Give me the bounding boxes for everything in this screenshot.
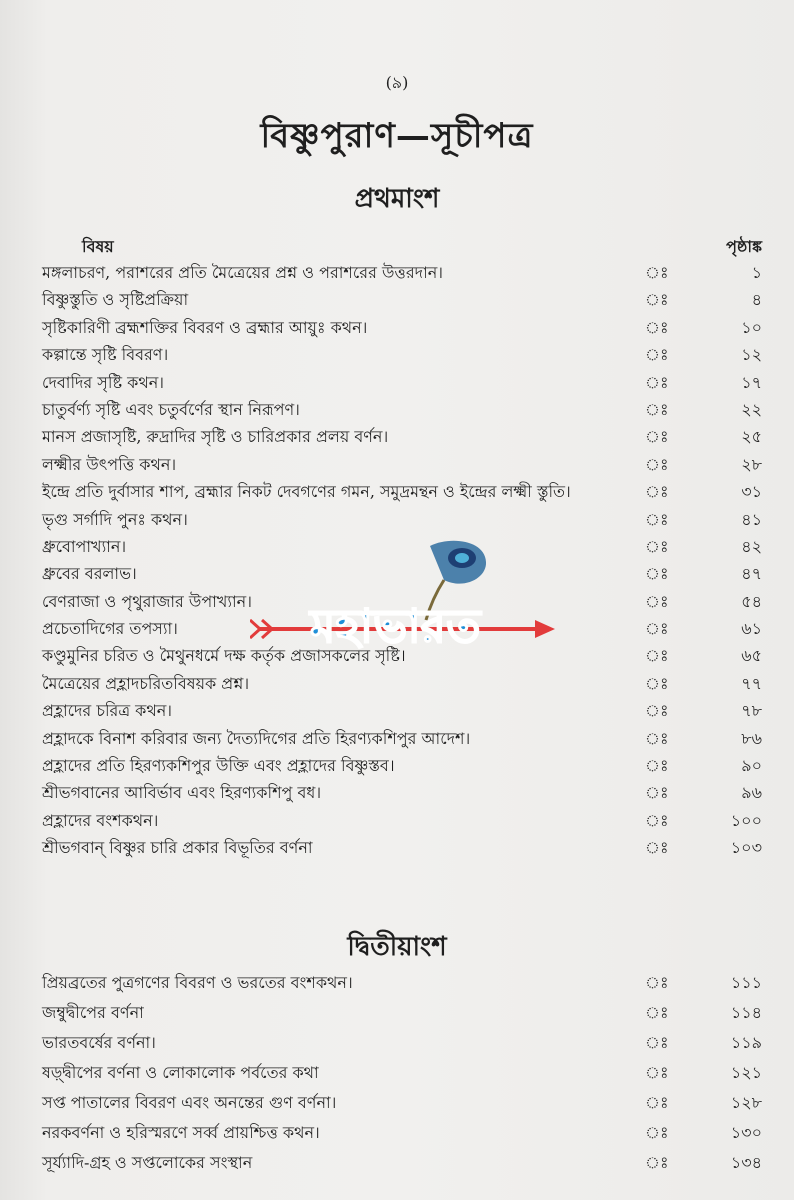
toc-page-number: ১১৪ — [730, 1003, 762, 1022]
toc-separator: ঃ — [645, 564, 669, 584]
toc-row — [0, 1000, 794, 1030]
toc-separator: ঃ — [645, 1153, 669, 1172]
toc-entry-title: ধ্রুবোপাখ্যান। — [42, 536, 127, 556]
section-heading-part1: প্রথমাংশ — [354, 184, 440, 214]
toc-page-number: ১০০ — [730, 810, 762, 830]
toc-page-number: ৩১ — [741, 482, 762, 502]
toc-entry-title: ভৃগু সর্গাদি পুনঃ কথন। — [42, 509, 188, 529]
toc-entry-title: প্রচেতাদিগের তপস্যা। — [42, 619, 178, 639]
toc-separator: ঃ — [645, 591, 669, 611]
toc-page-number: ১২৮ — [730, 1093, 762, 1112]
toc-separator: ঃ — [645, 263, 669, 282]
page-title: বিষ্ণুপুরাণ—সূচীপত্র — [260, 116, 534, 156]
column-header-subject: বিষয় — [82, 237, 114, 256]
toc-entry-title: সৃষ্টিকারিণী ব্রহ্মশক্তির বিবরণ ও ব্রহ্মার আয়ুঃ কথন। — [42, 317, 368, 337]
toc-page-number: ১৭ — [741, 372, 762, 392]
toc-separator: ঃ — [645, 536, 669, 556]
toc-page-number: ৭৭ — [741, 673, 762, 693]
toc-page-number: ১২ — [741, 345, 762, 365]
toc-list-part2 — [0, 970, 794, 1180]
toc-page-number: ৬১ — [741, 619, 762, 639]
toc-row — [0, 698, 794, 725]
toc-separator: ঃ — [645, 290, 669, 310]
toc-row — [0, 315, 794, 342]
toc-row — [0, 287, 794, 314]
toc-row — [0, 753, 794, 780]
toc-separator: ঃ — [645, 372, 669, 392]
toc-row — [0, 671, 794, 698]
toc-separator: ঃ — [645, 838, 669, 858]
toc-entry-title: ইন্দ্রে প্রতি দুর্বাসার শাপ, ব্রহ্মার নিকট দেবগণের গমন, সমুদ্রমন্থন ও ইন্দ্রের লক্ষ্মী স্তুতি। — [42, 482, 571, 502]
toc-separator: ঃ — [645, 317, 669, 337]
toc-separator: ঃ — [645, 810, 669, 830]
toc-page-number: ৭৮ — [741, 701, 762, 721]
toc-entry-title: শ্রীভগবানের আবির্ভাব এবং হিরণ্যকশিপু বধ। — [42, 783, 322, 803]
toc-row — [0, 835, 794, 862]
toc-entry-title: মানস প্রজাসৃষ্টি, রুদ্রাদির সৃষ্টি ও চারিপ্রকার প্রলয় বর্ণন। — [42, 427, 389, 447]
toc-separator: ঃ — [645, 482, 669, 502]
toc-page-number: ৮৬ — [741, 728, 762, 748]
toc-entry-title: জম্বুদ্বীপের বর্ণনা — [42, 1003, 144, 1022]
toc-separator: ঃ — [645, 1063, 669, 1082]
toc-separator: ঃ — [645, 783, 669, 803]
toc-entry-title: প্রহ্লাদের চরিত্র কথন। — [42, 701, 172, 721]
toc-separator: ঃ — [645, 1123, 669, 1142]
toc-entry-title: মৈত্রেয়ের প্রহ্লাদচরিতবিষয়ক প্রশ্ন। — [42, 673, 250, 693]
toc-row — [0, 452, 794, 479]
toc-separator: ঃ — [645, 673, 669, 693]
toc-separator: ঃ — [645, 973, 669, 992]
toc-separator: ঃ — [645, 427, 669, 447]
toc-entry-title: ধ্রুবের বরলাভ। — [42, 564, 137, 584]
watermark-logo — [250, 534, 560, 664]
toc-page-number: ৯০ — [741, 756, 762, 776]
toc-row — [0, 260, 794, 287]
watermark-text: মহাভারত — [310, 599, 481, 653]
toc-separator: ঃ — [645, 1093, 669, 1112]
toc-separator: ঃ — [645, 728, 669, 748]
toc-row — [0, 1090, 794, 1120]
toc-entry-title: মঙ্গলাচরণ, পরাশরের প্রতি মৈত্রেয়ের প্রশ্ন ও পরাশরের উত্তরদান। — [42, 263, 443, 282]
toc-entry-title: নরকবর্ণনা ও হরিস্মরণে সর্ব্ব প্রায়শ্চিত্ত কথন। — [42, 1123, 320, 1142]
toc-entry-title: দেবাদির সৃষ্টি কথন। — [42, 372, 164, 392]
toc-entry-title: লক্ষ্মীর উৎপত্তি কথন। — [42, 454, 177, 474]
toc-separator: ঃ — [645, 646, 669, 666]
section-heading-part2: দ্বিতীয়াংশ — [347, 932, 447, 962]
toc-entry-title: কল্পান্তে সৃষ্টি বিবরণ। — [42, 345, 169, 365]
toc-row — [0, 808, 794, 835]
toc-separator: ঃ — [645, 509, 669, 529]
toc-separator: ঃ — [645, 1033, 669, 1052]
toc-separator: ঃ — [645, 345, 669, 365]
toc-separator: ঃ — [645, 756, 669, 776]
toc-page-number: ৪২ — [741, 536, 762, 556]
toc-entry-title: শ্রীভগবান্ বিষ্ণুর চারি প্রকার বিভূতির বর্ণনা — [42, 838, 313, 858]
toc-separator: ঃ — [645, 454, 669, 474]
toc-page-number: ১ — [751, 263, 762, 282]
toc-row — [0, 970, 794, 1000]
toc-row — [0, 397, 794, 424]
toc-page-number: ৪৭ — [741, 564, 762, 584]
toc-entry-title: বিষ্ণুস্তুতি ও সৃষ্টিপ্রক্রিয়া — [42, 290, 189, 310]
toc-row — [0, 342, 794, 369]
toc-row — [0, 507, 794, 534]
toc-entry-title: ভারতবর্ষের বর্ণনা। — [42, 1033, 156, 1052]
toc-page-number: ৪ — [751, 290, 762, 310]
toc-row — [0, 424, 794, 451]
toc-entry-title: প্রহ্লাদকে বিনাশ করিবার জন্য দৈত্যদিগের প্রতি হিরণ্যকশিপুর আদেশ। — [42, 728, 471, 748]
toc-entry-title: চাতুর্বর্ণ্য সৃষ্টি এবং চতুর্বর্ণের স্থান নিরূপণ। — [42, 399, 300, 419]
toc-page-number: ২২ — [741, 399, 762, 419]
toc-page-number: ১১১ — [730, 973, 762, 992]
toc-page-number: ১০ — [741, 317, 762, 337]
toc-separator: ঃ — [645, 1003, 669, 1022]
toc-entry-title: কণ্ডুমুনির চরিত ও মৈথুনধর্মে দক্ষ কর্তৃক প্রজাসকলের সৃষ্টি। — [42, 646, 406, 666]
toc-page-number: ৫৪ — [741, 591, 762, 611]
page-number: (৯) — [385, 73, 409, 92]
toc-row — [0, 1060, 794, 1090]
toc-page-number: ৬৫ — [741, 646, 762, 666]
toc-separator: ঃ — [645, 619, 669, 639]
toc-page-number: ২৫ — [741, 427, 762, 447]
toc-separator: ঃ — [645, 701, 669, 721]
toc-entry-title: প্রহ্লাদের বংশকথন। — [42, 810, 159, 830]
toc-entry-title: ষড়্দ্বীপের বর্ণনা ও লোকালোক পর্বতের কথা — [42, 1063, 319, 1082]
toc-page-number: ১৩৪ — [730, 1153, 762, 1172]
toc-row — [0, 1150, 794, 1180]
toc-entry-title: প্রহ্লাদের প্রতি হিরণ্যকশিপুর উক্তি এবং প্রহ্লাদের বিষ্ণুস্তব। — [42, 756, 395, 776]
toc-entry-title: সপ্ত পাতালের বিবরণ এবং অনন্তের গুণ বর্ণনা। — [42, 1093, 337, 1112]
toc-page-number: ২৮ — [741, 454, 762, 474]
toc-row — [0, 479, 794, 506]
toc-page-number: ১১৯ — [730, 1033, 762, 1052]
column-header-page: পৃষ্ঠাঙ্ক — [726, 237, 762, 256]
toc-entry-title: বেণরাজা ও পৃথুরাজার উপাখ্যান। — [42, 591, 252, 611]
toc-page-number: ১০৩ — [730, 838, 762, 858]
toc-row — [0, 1120, 794, 1150]
toc-page-number: ১২১ — [730, 1063, 762, 1082]
toc-entry-title: সূর্য্যাদি-গ্রহ ও সপ্তলোকের সংস্থান — [42, 1153, 253, 1172]
toc-entry-title: প্রিয়ব্রতের পুত্রগণের বিবরণ ও ভরতের বংশকথন। — [42, 973, 353, 992]
toc-row — [0, 726, 794, 753]
toc-page-number: ৯৬ — [741, 783, 762, 803]
toc-separator: ঃ — [645, 399, 669, 419]
toc-row — [0, 780, 794, 807]
toc-row — [0, 1030, 794, 1060]
toc-page-number: ৪১ — [741, 509, 762, 529]
toc-page-number: ১৩০ — [730, 1123, 762, 1142]
toc-row — [0, 370, 794, 397]
